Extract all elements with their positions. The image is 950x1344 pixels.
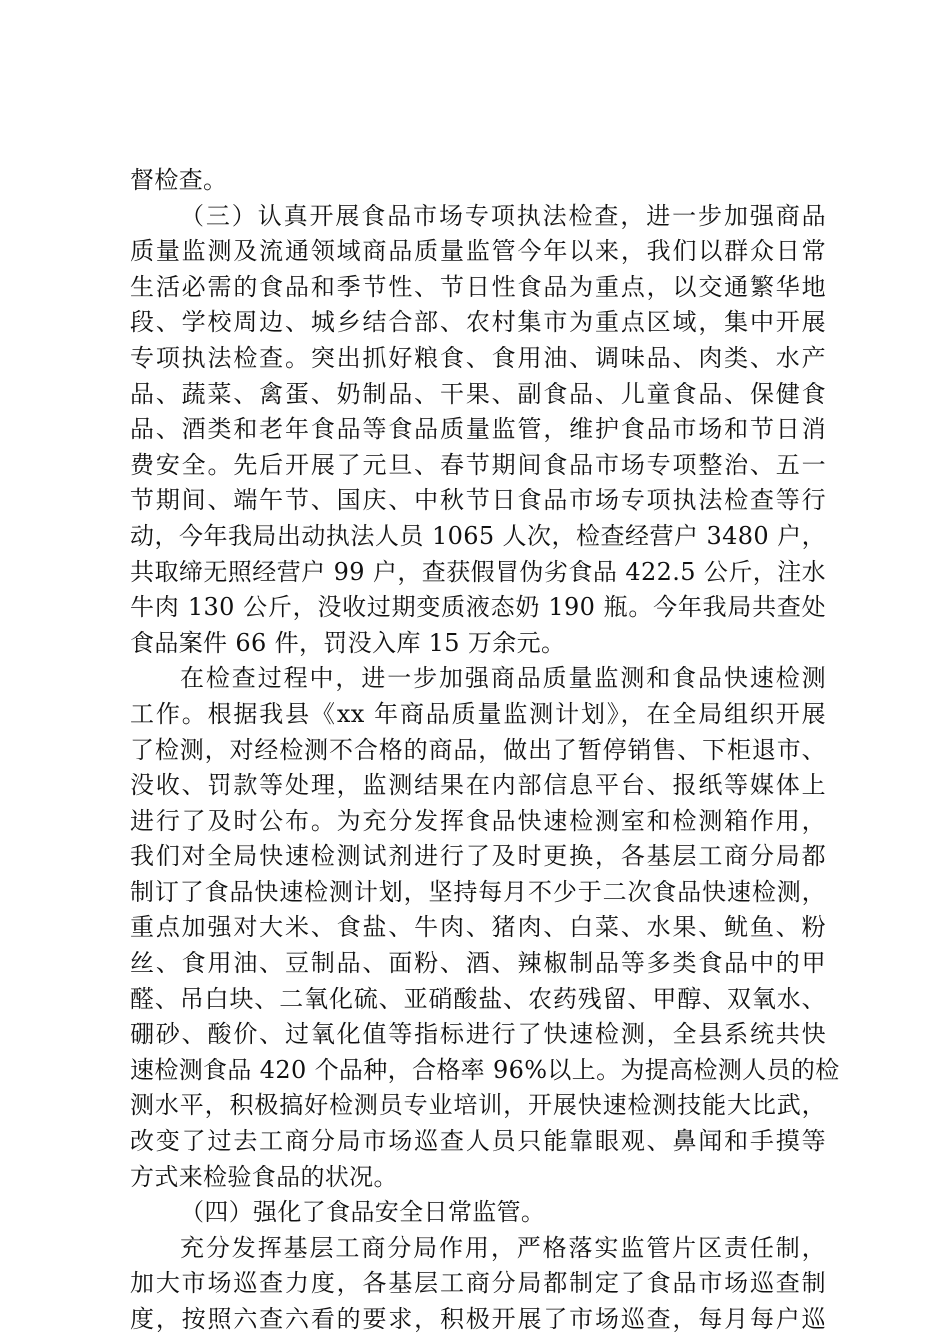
paragraph-line: 工作。根据我县《xx 年商品质量监测计划》，在全局组织开展 [130, 699, 826, 728]
paragraph-line: 改变了过去工商分局市场巡查人员只能靠眼观、鼻闻和手摸等 [130, 1127, 826, 1156]
paragraph-line: 在检查过程中，进一步加强商品质量监测和食品快速检测 [180, 664, 826, 693]
paragraph-line: 品、蔬菜、禽蛋、奶制品、干果、副食品、儿童食品、保健食 [130, 379, 826, 408]
paragraph-line: 丝、食用油、豆制品、面粉、酒、辣椒制品等多类食品中的甲 [130, 949, 826, 978]
document-body [130, 163, 840, 1338]
paragraph-line: 速检测食品 420 个品种，合格率 96%以上。为提高检测人员的检 [130, 1055, 840, 1084]
paragraph-line: 充分发挥基层工商分局作用，严格落实监管片区责任制， [180, 1233, 826, 1262]
paragraph-line: 生活必需的食品和季节性、节日性食品为重点，以交通繁华地 [130, 272, 826, 301]
paragraph-line: 牛肉 130 公斤，没收过期变质液态奶 190 瓶。今年我局共查处 [130, 593, 826, 622]
paragraph-line: 了检测，对经检测不合格的商品，做出了暂停销售、下柜退市、 [130, 735, 826, 764]
paragraph-line: 加大市场巡查力度，各基层工商分局都制定了食品市场巡查制 [130, 1269, 826, 1298]
section-heading-3-line: （三）认真开展食品市场专项执法检查，进一步加强商品 [180, 201, 826, 230]
paragraph-line: 没收、罚款等处理，监测结果在内部信息平台、报纸等媒体上 [130, 771, 826, 800]
paragraph-line: 食品案件 66 件，罚没入库 15 万余元。 [130, 628, 566, 657]
paragraph-line: 我们对全局快速检测试剂进行了及时更换，各基层工商分局都 [130, 842, 826, 871]
paragraph-line: 节期间、端午节、国庆、中秋节日食品市场专项执法检查等行 [130, 486, 826, 515]
paragraph-line: 共取缔无照经营户 99 户，查获假冒伪劣食品 422.5 公斤，注水 [130, 557, 826, 586]
paragraph-line: 费安全。先后开展了元旦、春节期间食品市场专项整治、五一 [130, 450, 826, 479]
paragraph-line: 品、酒类和老年食品等食品质量监管，维护食品市场和节日消 [130, 415, 826, 444]
paragraph-line: 度，按照六查六看的要求，积极开展了市场巡查，每月每户巡 [130, 1305, 826, 1333]
paragraph-line: 测水平，积极搞好检测员专业培训，开展快速检测技能大比武， [130, 1091, 826, 1120]
paragraph-line: 动，今年我局出动执法人员 1065 人次，检查经营户 3480 户， [130, 521, 826, 550]
paragraph-line: 进行了及时公布。为充分发挥食品快速检测室和检测箱作用， [130, 806, 826, 835]
paragraph-line: 督检查。 [130, 166, 228, 194]
paragraph-line: 制订了食品快速检测计划，坚持每月不少于二次食品快速检测， [130, 877, 826, 906]
paragraph-line: 硼砂、酸价、过氧化值等指标进行了快速检测，全县系统共快 [130, 1020, 826, 1049]
section-heading-4-line: （四）强化了食品安全日常监管。 [180, 1198, 546, 1227]
paragraph-line: 醛、吊白块、二氧化硫、亚硝酸盐、农药残留、甲醇、双氧水、 [130, 984, 826, 1013]
paragraph-line: 方式来检验食品的状况。 [130, 1162, 398, 1191]
paragraph-line: 重点加强对大米、食盐、牛肉、猪肉、白菜、水果、鱿鱼、粉 [130, 913, 826, 942]
paragraph-line: 质量监测及流通领域商品质量监管今年以来，我们以群众日常 [130, 237, 826, 266]
paragraph-line: 段、学校周边、城乡结合部、农村集市为重点区域，集中开展 [130, 308, 826, 337]
paragraph-line: 专项执法检查。突出抓好粮食、食用油、调味品、肉类、水产 [130, 343, 826, 372]
